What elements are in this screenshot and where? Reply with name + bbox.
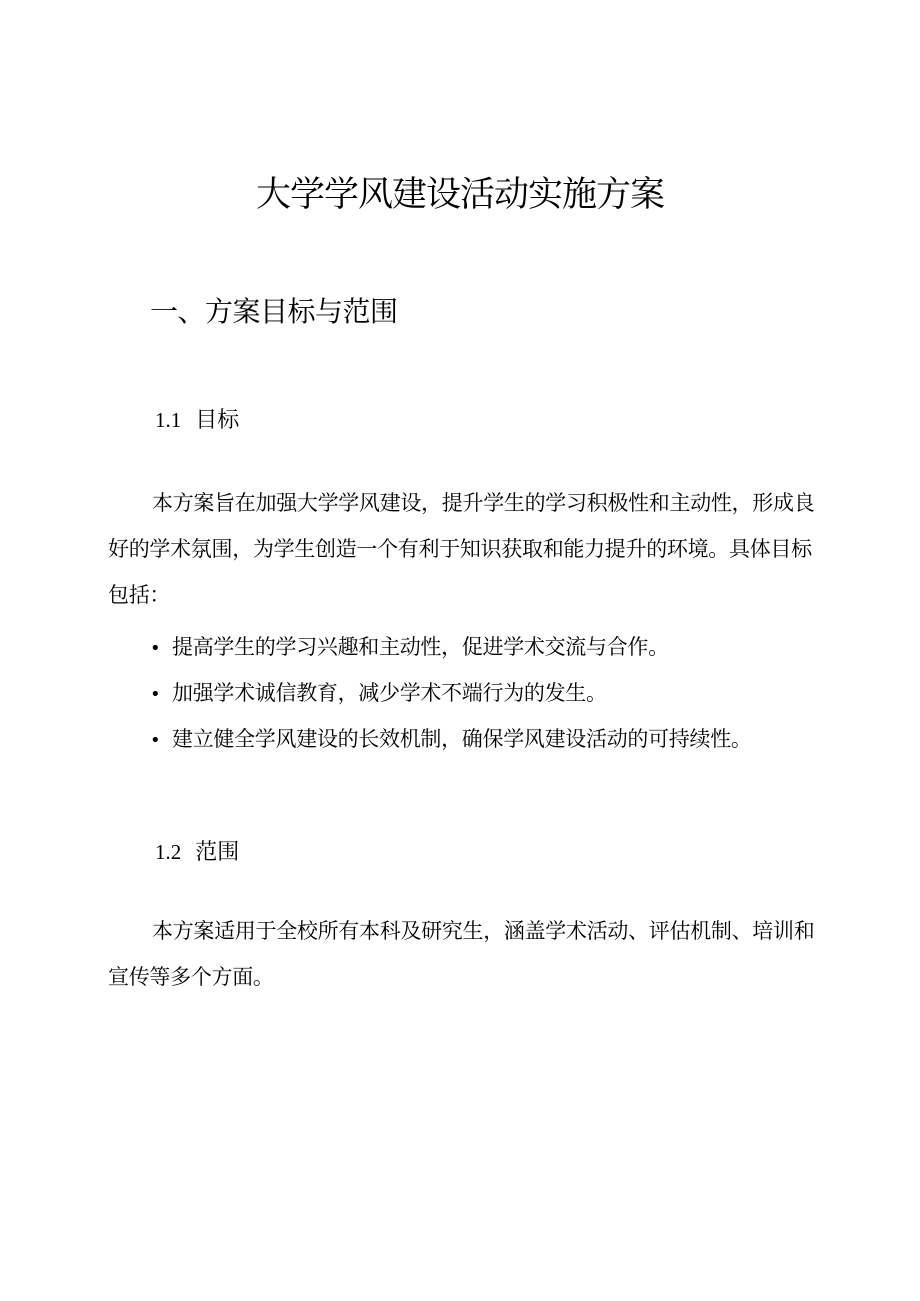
list-item <box>150 624 752 670</box>
section-heading: 一、方案目标与范围 <box>150 295 398 328</box>
document-title: 大学学风建设活动实施方案 <box>255 175 664 215</box>
bullet-icon: • <box>150 730 161 751</box>
bullet-icon: • <box>150 638 161 659</box>
goals-paragraph: 本方案旨在加强大学学风建设，提升学生的学习积极性和主动性，形成良好的学术氛围，为学生创造一个有利于知识获取和能力提升的环境。具体目标包括： <box>108 491 815 607</box>
scope-paragraph: 本方案适用于全校所有本科及研究生，涵盖学术活动、评估机制、培训和宣传等多个方面。 <box>108 919 815 989</box>
subsection-heading-scope <box>155 836 239 869</box>
subsection-heading-goals <box>155 404 239 437</box>
list-item <box>150 670 752 716</box>
subsection-number: 1.2 <box>155 840 182 864</box>
goals-bullet-list <box>150 624 752 762</box>
list-item-text: 提高学生的学习兴趣和主动性，促进学术交流与合作。 <box>172 635 669 659</box>
bullet-icon: • <box>150 684 161 705</box>
list-item-text: 建立健全学风建设的长效机制，确保学风建设活动的可持续性。 <box>172 727 752 751</box>
list-item <box>150 716 752 762</box>
subsection-number: 1.1 <box>155 408 182 432</box>
list-item-text: 加强学术诚信教育，减少学术不端行为的发生。 <box>172 681 607 705</box>
subsection-title: 目标 <box>195 408 240 433</box>
subsection-title: 范围 <box>195 840 240 865</box>
